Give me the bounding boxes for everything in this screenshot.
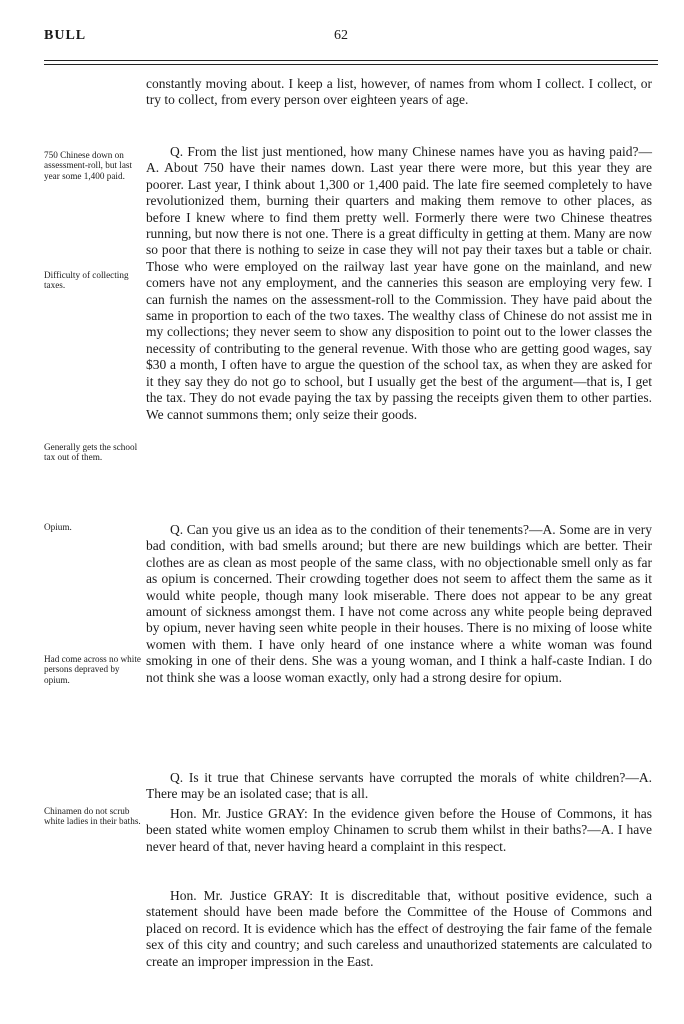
header-rule-top	[44, 60, 658, 61]
paragraph-text: Q. From the list just mentioned, how many Chinese names have you as having paid?—A. About 750 have their names down. Last year there were more, but this year they are poorer. Last year, I think about 1,300 or 1,400 paid. The late fire seemed completely to have revolutionized them, burning their quarters and making them remove to other places, as before I knew where to find them pretty well. Formerly there were two Chinese theatres running, but now there is not one. There is a great difficulty in getting at them. Many are now so poor that there is nothing to seize in case they will not pay their taxes but a table or chair. Those who were employed on the railway last year have gone on the mainland, and new comers have not any employment, and the canneries this season are employing very few. I can furnish the names on the assessment-roll to the Commission. They have paid about the same in proportion to each of the two taxes. The wealthy class of Chinese do not assist me in my collections; they never seem to show any disposition to point out to the lower classes the necessity of contributing to the general revenue. With those who are getting good wages, say $30 a month, I often have to argue the question of the school tax, as when they are asked for it they say they do not go to school, but I usually get the best of the argument—that is, I get the tax. They do not evade paying the tax by passing the receipts given them to other parties. We cannot summons them; only seize their goods.	[146, 144, 652, 422]
margin-note-difficulty: Difficulty of collecting taxes.	[44, 270, 129, 291]
paragraph-text: Q. Is it true that Chinese servants have corrupted the morals of white children?—A. There may be an isolated case; that is all.	[146, 770, 652, 802]
paragraph-servants	[146, 770, 652, 803]
margin-note-assessment: 750 Chinese down on assessment-roll, but last year some 1,400 paid.	[44, 150, 133, 181]
page-number: 62	[334, 28, 348, 43]
paragraph-justice-gray-statement	[146, 888, 652, 970]
paragraph-text: Hon. Mr. Justice GRAY: In the evidence given before the House of Commons, it has been stated white women employ Chinamen to scrub them whilst in their baths?—A. I have never heard of that, never having heard a complaint in this respect.	[146, 806, 652, 854]
paragraph-justice-gray-question	[146, 806, 652, 855]
margin-note-opium: Opium.	[44, 522, 72, 532]
paragraph-tenements	[146, 522, 652, 686]
margin-note-school-tax: Generally gets the school tax out of them.	[44, 442, 138, 463]
header-rule-bottom	[44, 64, 658, 65]
paragraph-chinese-names	[146, 144, 652, 423]
running-title: BULL	[44, 28, 87, 43]
paragraph-text: Hon. Mr. Justice GRAY: It is discreditable that, without positive evidence, such a statement should have been made before the Committee of the House of Commons and placed on record. It is evidence which has the effect of destroying the fair fame of the female sex of this city and country; and such careless and unauthorized statements are calculated to create an improper impression in the East.	[146, 888, 652, 969]
margin-note-depraved: Had come across no white persons depraved by opium.	[44, 654, 141, 685]
paragraph-continued	[146, 76, 652, 109]
margin-note-baths: Chinamen do not scrub white ladies in their baths.	[44, 806, 141, 827]
paragraph-text: Q. Can you give us an idea as to the condition of their tenements?—A. Some are in very bad condition, with bad smells around; but there are new buildings which are better. Their clothes are as clean as most people of the same class, with no objectionable smell only as far as opium is concerned. Their crowding together does not seem to affect them the same as it would white people, though many look miserable. There does not appear to be any great amount of sickness amongst them. I have not come across any white people being depraved by opium, never having seen white people in their houses. There is no mixing of loose white women with them. I have only heard of one instance where a white woman was found smoking in one of their dens. She was a young woman, and I think a half-caste Indian. I do not think she was a loose woman exactly, only had a strong desire for opium.	[146, 522, 652, 685]
paragraph-text: constantly moving about. I keep a list, however, of names from whom I collect. I collect, or try to collect, from every person over eighteen years of age.	[146, 76, 652, 108]
